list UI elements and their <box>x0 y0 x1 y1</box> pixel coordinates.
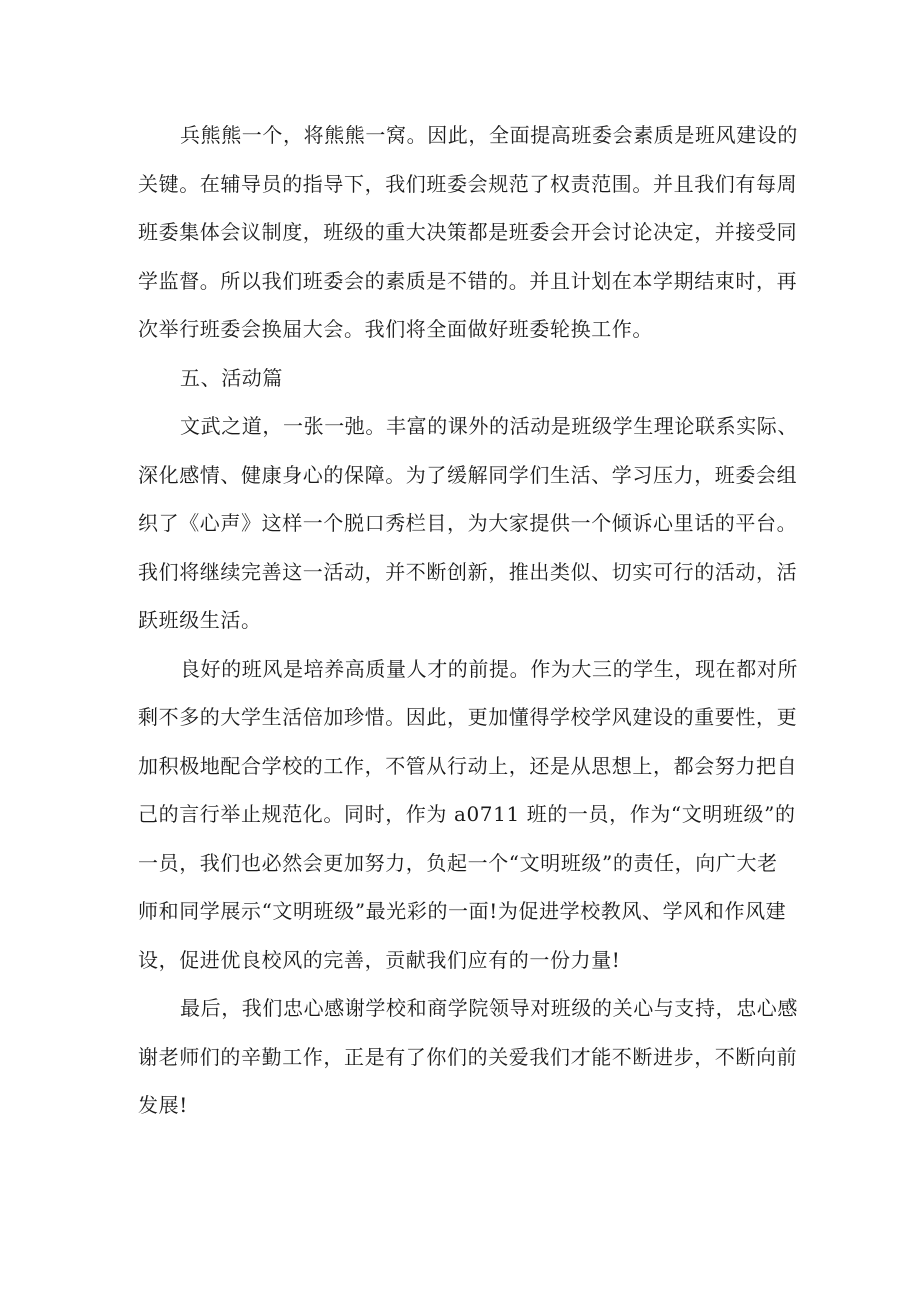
text-line: 次举行班委会换届大会。我们将全面做好班委轮换工作。 <box>138 317 653 341</box>
paragraph-acknowledgement <box>138 984 798 1130</box>
text-line: 发展! <box>138 1093 188 1117</box>
text-line: 关键。在辅导员的指导下，我们班委会规范了权责范围。并且我们有每周 <box>138 171 798 196</box>
text-line: 班委集体会议制度，班级的重大决策都是班委会开会讨论决定，并接受同 <box>138 220 798 244</box>
text-line: 剩不多的大学生活倍加珍惜。因此，更加懂得学校学风建设的重要性，更 <box>138 705 798 729</box>
text-line: 师和同学展示“文明班级”最光彩的一面!为促进学校教风、学风和作风建 <box>138 899 787 923</box>
text-line: 设，促进优良校风的完善，贡献我们应有的一份力量! <box>138 947 621 972</box>
section-heading-activities: 五、活动篇 <box>180 365 283 390</box>
text-line: 深化感情、健康身心的保障。为了缓解同学们生活、学习压力，班委会组 <box>138 462 798 487</box>
text-line: 一员，我们也必然会更加努力，负起一个“文明班级”的责任，向广大老 <box>138 850 778 875</box>
text-line: 文武之道，一张一弛。丰富的课外的活动是班级学生理论联系实际、 <box>180 414 798 438</box>
paragraph-class-spirit <box>138 645 798 985</box>
text-line: 跃班级生活。 <box>138 608 262 632</box>
paragraph-activities <box>138 402 798 645</box>
paragraph-class-committee <box>138 111 798 354</box>
text-line: 加积极地配合学校的工作，不管从行动上，还是从思想上，都会努力把自 <box>138 753 798 778</box>
document-body <box>138 111 798 1130</box>
text-line: 己的言行举止规范化。同时，作为 a0711 班的一员，作为“文明班级”的 <box>138 802 796 826</box>
text-line: 织了《心声》这样一个脱口秀栏目，为大家提供一个倾诉心里话的平台。 <box>138 511 798 535</box>
text-line: 最后，我们忠心感谢学校和商学院领导对班级的关心与支持，忠心感 <box>180 996 798 1020</box>
text-line: 兵熊熊一个，将熊熊一窝。因此，全面提高班委会素质是班风建设的 <box>180 123 798 147</box>
text-line: 良好的班风是培养高质量人才的前提。作为大三的学生，现在都对所 <box>180 656 798 681</box>
text-line: 我们将继续完善这一活动，并不断创新，推出类似、切实可行的活动，活 <box>138 559 798 584</box>
text-line: 学监督。所以我们班委会的素质是不错的。并且计划在本学期结束时，再 <box>138 268 798 293</box>
text-line: 谢老师们的辛勤工作，正是有了你们的关爱我们才能不断进步，不断向前 <box>138 1044 798 1069</box>
